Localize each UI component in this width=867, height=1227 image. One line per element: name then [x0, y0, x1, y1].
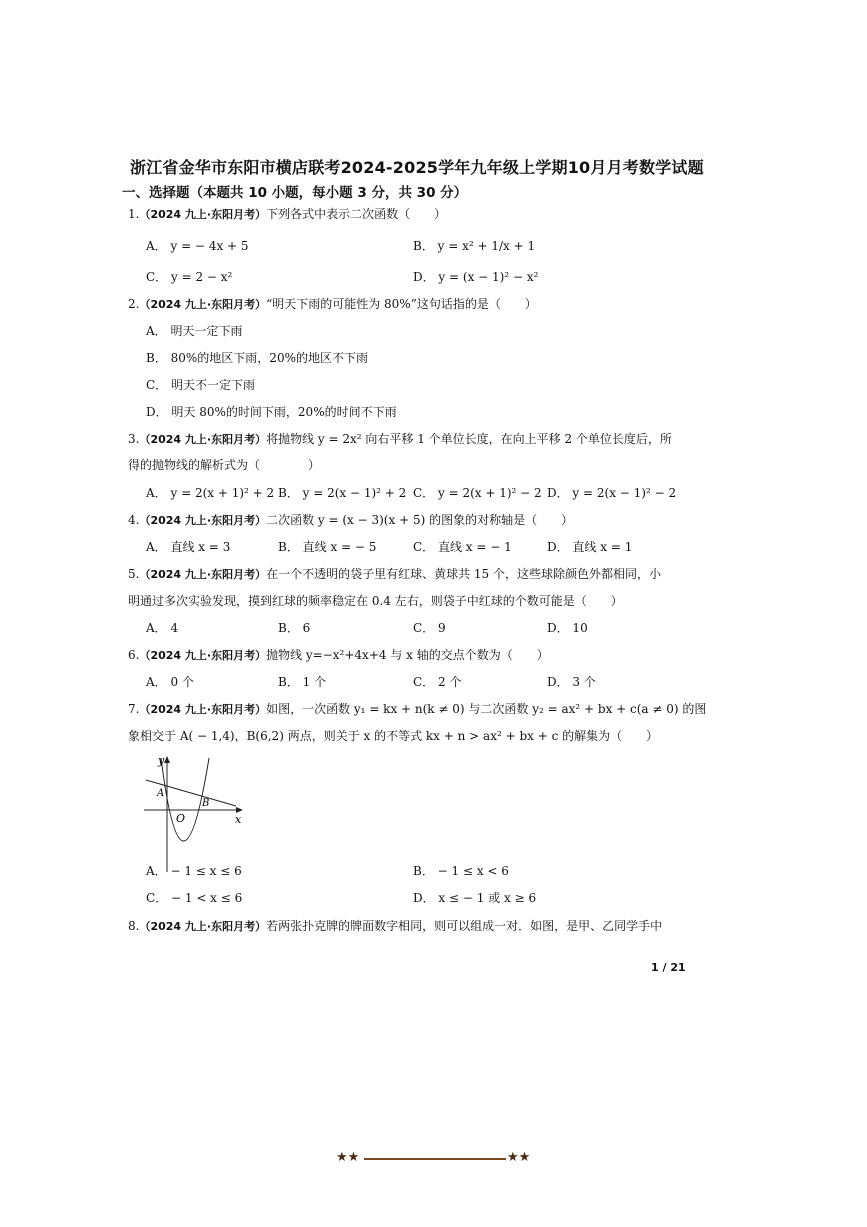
q6-option-b[interactable]: B． 1 个: [278, 675, 327, 689]
q1-option-c[interactable]: C． y = 2 − x²: [146, 270, 233, 284]
q4-option-b[interactable]: B． 直线 x = − 5: [278, 540, 377, 554]
parabola-line-graph: [140, 754, 250, 874]
q6-option-d[interactable]: D． 3 个: [547, 675, 596, 689]
q2-option-b[interactable]: B． 80%的地区下雨，20%的地区不下雨: [146, 351, 368, 365]
point-b-label: B: [202, 798, 210, 809]
star-icon: ★★: [336, 1150, 360, 1165]
q4-option-d[interactable]: D． 直线 x = 1: [547, 540, 633, 554]
q3-option-a[interactable]: A． y = 2(x + 1)² + 2: [146, 486, 275, 500]
q6-option-c[interactable]: C． 2 个: [413, 675, 462, 689]
q7-option-b[interactable]: B． − 1 ≤ x < 6: [413, 864, 509, 878]
q7-option-c[interactable]: C． − 1 < x ≤ 6: [146, 891, 243, 905]
q7-figure: [140, 754, 250, 878]
y-label: y: [158, 754, 165, 767]
q3-option-d[interactable]: D． y = 2(x − 1)² − 2: [547, 486, 677, 500]
q1-option-b[interactable]: B． y = x² + 1/x + 1: [413, 239, 536, 253]
question-4: 4.（2024 九上·东阳月考）二次函数 y = (x − 3)(x + 5) 的图象的对称轴是（ ）: [128, 513, 574, 527]
x-label: x: [235, 813, 242, 826]
footer-decoration: [334, 1150, 534, 1170]
question-5-line-2: 明通过多次实验发现，摸到红球的频率稳定在 0.4 左右，则袋子中红球的个数可能是（ ）: [128, 594, 623, 608]
question-1: 1.（2024 九上·东阳月考）下列各式中表示二次函数（ ）: [128, 207, 447, 221]
point-a-label: A: [157, 788, 165, 799]
question-8: 8.（2024 九上·东阳月考）若两张扑克牌的牌面数字相同，则可以组成一对．如图，是甲、乙同学手中: [128, 919, 663, 933]
q5-option-c[interactable]: C． 9: [413, 621, 446, 635]
q5-option-d[interactable]: D． 10: [547, 621, 588, 635]
section-heading: 一、选择题（本题共 10 小题，每小题 3 分，共 30 分）: [122, 185, 468, 201]
q3-option-b[interactable]: B． y = 2(x − 1)² + 2: [278, 486, 407, 500]
question-5: 5.（2024 九上·东阳月考）在一个不透明的袋子里有红球、黄球共 15 个，这些球除颜色外都相同，小: [128, 567, 661, 581]
q4-option-a[interactable]: A． 直线 x = 3: [146, 540, 231, 554]
q5-option-a[interactable]: A． 4: [146, 621, 179, 635]
question-7: 7.（2024 九上·东阳月考）如图，一次函数 y₁ = kx + n(k ≠ 0) 与二次函数 y₂ = ax² + bx + c(a ≠ 0) 的图: [128, 702, 707, 716]
page-number: 1 / 21: [651, 961, 686, 974]
q1-option-a[interactable]: A． y = − 4x + 5: [146, 239, 249, 253]
question-3-line-2: 得的抛物线的解析式为（ ）: [128, 458, 321, 472]
q6-option-a[interactable]: A． 0 个: [146, 675, 194, 689]
q7-option-a[interactable]: A． − 1 ≤ x ≤ 6: [146, 864, 242, 878]
question-6: 6.（2024 九上·东阳月考）抛物线 y=−x²+4x+4 与 x 轴的交点个数为（ ）: [128, 648, 549, 662]
q2-option-a[interactable]: A． 明天一定下雨: [146, 324, 243, 338]
q2-option-d[interactable]: D． 明天 80%的时间下雨，20%的时间不下雨: [146, 405, 397, 419]
q7-option-d[interactable]: D． x ≤ − 1 或 x ≥ 6: [413, 891, 537, 905]
origin-label: O: [176, 812, 186, 825]
footer-divider: [364, 1158, 506, 1160]
q3-option-c[interactable]: C． y = 2(x + 1)² − 2: [413, 486, 542, 500]
q2-option-c[interactable]: C． 明天不一定下雨: [146, 378, 255, 392]
q5-option-b[interactable]: B． 6: [278, 621, 311, 635]
question-7-line-2: 象相交于 A( − 1,4)，B(6,2) 两点，则关于 x 的不等式 kx + n > ax² + bx + c 的解集为（ ）: [128, 729, 659, 743]
q1-option-d[interactable]: D． y = (x − 1)² − x²: [413, 270, 539, 284]
star-icon: ★★: [507, 1150, 531, 1165]
document-title: 浙江省金华市东阳市横店联考2024-2025学年九年级上学期10月月考数学试题: [130, 158, 704, 177]
question-3: 3.（2024 九上·东阳月考）将抛物线 y = 2x² 向右平移 1 个单位长度，在向上平移 2 个单位长度后，所: [128, 432, 672, 446]
y-axis-arrow: [164, 756, 170, 763]
question-2: 2.（2024 九上·东阳月考）“明天下雨的可能性为 80%”这句话指的是（ ）: [128, 297, 537, 311]
q4-option-c[interactable]: C． 直线 x = − 1: [413, 540, 512, 554]
